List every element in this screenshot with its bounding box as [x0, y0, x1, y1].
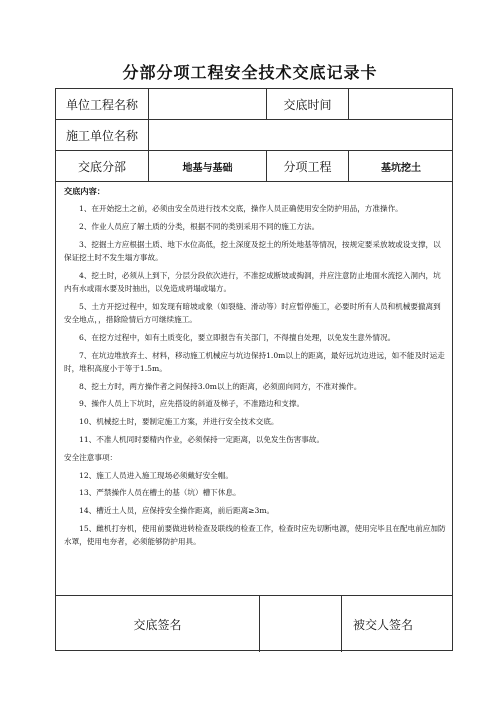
content-item: 4、挖土时，必须从上到下，分层分段依次进行，不准挖成断坡或掏洞，并应注意防止地面水流挖入洞内，坑内有水或雨水要及时抽出，以免造成坍塌或塌方。 — [64, 270, 441, 293]
content-heading: 交底内容： — [64, 186, 105, 196]
content-item: 9、操作人员上下坑时，应先搭设的斜道及梯子，不准踏边和支撑。 — [79, 399, 305, 409]
form-table — [55, 88, 453, 651]
handover-division-label: 交底分部 — [77, 159, 126, 174]
unit-project-label: 单位工程名称 — [66, 97, 139, 112]
receiver-sign-label: 被交人签名 — [352, 617, 413, 632]
content-item: 7、在坑边堆放弃土、材料，移动施工机械应与坑边保持1.0m以上的距离，最好远坑边进远，如不能及时运走时，堆积高度小于等于1.5m。 — [64, 350, 445, 373]
subitem-value[interactable]: 基坑挖土 — [381, 162, 421, 174]
content-item: 1、在开始挖土之前，必须由安全员进行技术交底，操作人员正确使用安全防护用品，方准操作。 — [79, 204, 403, 214]
document-title: 分部分项工程安全技术交底记录卡 — [122, 63, 378, 82]
content-item: 6、在挖方过程中，如有土质变化，要立即报告有关部门，不得擅自处理，以免发生意外情况。 — [79, 332, 396, 342]
receiver-sign-field[interactable] — [424, 596, 453, 652]
unit-project-field[interactable] — [149, 89, 266, 119]
safety-item: 14、槽近土人员，应保持安全操作距离，前后距离≥3m。 — [79, 506, 275, 516]
content-item: 10、机械挖土时，要制定施工方案，并进行安全技术交底。 — [79, 417, 279, 427]
handover-time-field[interactable] — [349, 89, 453, 119]
content-item: 11、不准人机同时要精内作业，必须保持一定距离，以免发生伤害事故。 — [79, 434, 325, 444]
handover-division-value[interactable]: 地基与基础 — [182, 162, 233, 174]
handover-content — [56, 181, 454, 595]
content-item: 2、作业人员应了解土质的分类，根据不同的类别采用不同的施工方法。 — [79, 222, 320, 231]
content-item: 3、挖掘土方应根据土质、地下水位高低，挖土深度及挖土的所处地基等情况，按规定要采放坡或设支撑，以保证挖土时不发生塌方事故。 — [64, 239, 441, 262]
safety-item: 12、施工人员进入施工现场必须戴好安全帽。 — [79, 470, 233, 480]
safety-item: 15、雌机打夯机，使用前要做进转检查及联线的检查工作，检查时应先切断电源，使用完毕且在配电前应加防水罩，使用电夯者，必须能够防护用具。 — [64, 523, 446, 547]
safety-heading: 安全注意事项： — [64, 452, 118, 462]
subitem-label: 分项工程 — [283, 159, 332, 174]
construction-unit-label: 施工单位名称 — [66, 128, 139, 143]
content-item: 5、土方开挖过程中，如发现有暗坡或象（如裂缝、滑动等）时应暂停施工，必要时所有人员和机械要撤离到安全地点，，措除险情后方可继续施工。 — [64, 301, 441, 324]
handover-sign-field[interactable] — [260, 596, 341, 652]
safety-item: 13、严禁操作人员在槽土的基（坑）槽下休息。 — [79, 488, 241, 498]
content-item: 8、挖土方时，两方操作者之间保持3.0m以上的距离，必须面向同方，不准对操作。 — [79, 381, 362, 391]
handover-time-label: 交底时间 — [283, 97, 332, 112]
construction-unit-field[interactable] — [149, 120, 453, 150]
handover-sign-label: 交底签名 — [133, 617, 182, 632]
